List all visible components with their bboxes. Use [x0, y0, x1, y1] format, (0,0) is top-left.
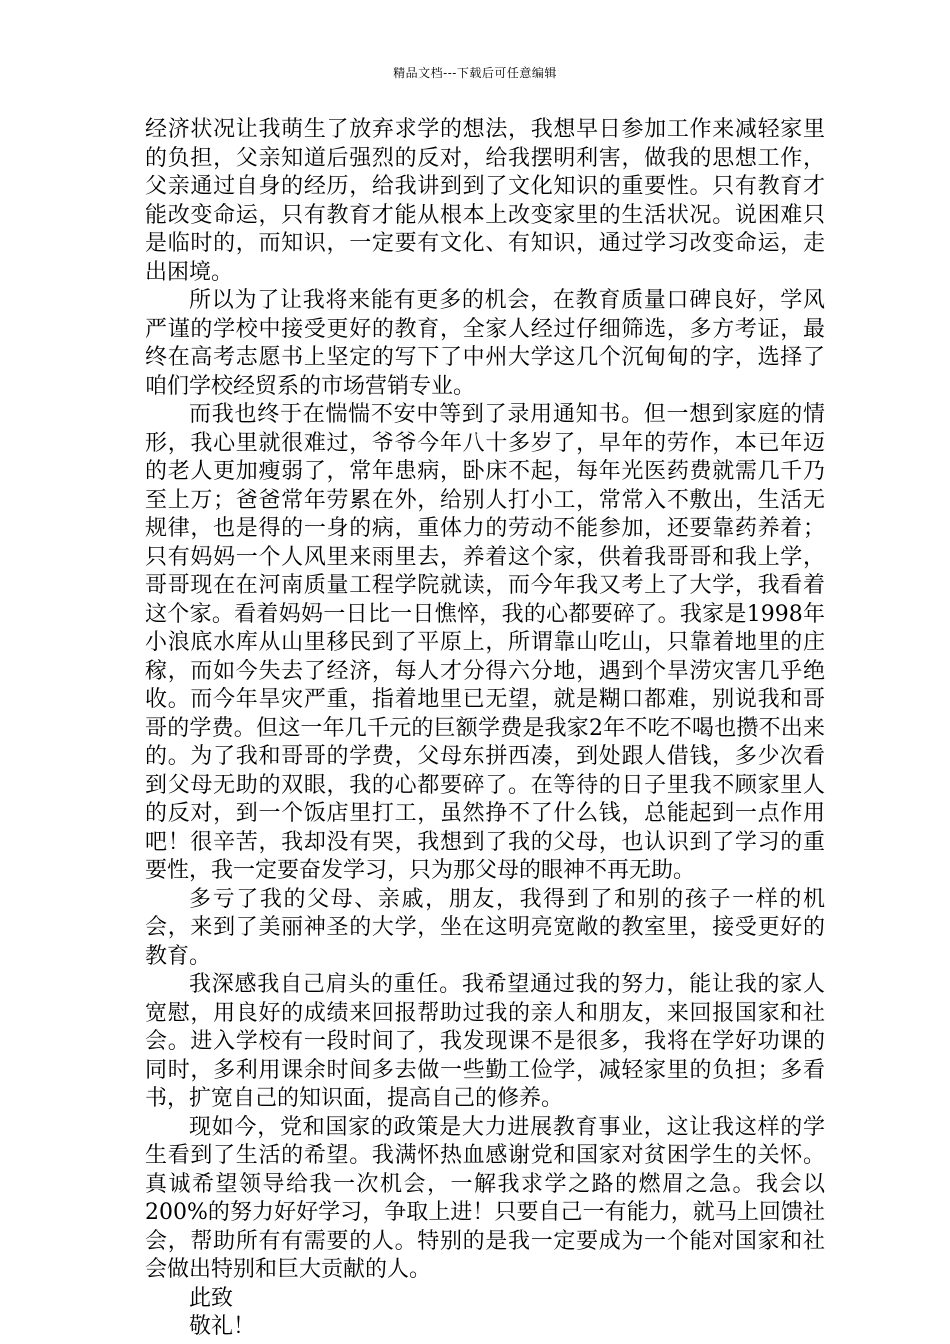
paragraph: 多亏了我的父母、亲戚，朋友，我得到了和别的孩子一样的机会，来到了美丽神圣的大学，坐在这明亮宽敞的教室里，接受更好的教育。: [145, 886, 825, 969]
closing-salutation: 此致: [189, 1285, 234, 1311]
paragraph: 而我也终于在惴惴不安中等到了录用通知书。但一想到家庭的情形，我心里就很难过，爷爷今年八十多岁了，早年的劳作，本已年迈的老人更加瘦弱了，常年患病，卧床不起，每年光医药费就需几千乃至上万；爸爸常年劳累在外，给别人打小工，常常入不敷出，生活无规律，也是得的一身的病，重体力的劳动不能参加，还要靠药养着；只有妈妈一个人风里来雨里去，养着这个家，供着我哥哥和我上学，哥哥现在在河南质量工程学院就读，而今年我又考上了大学，我看着这个家。看着妈妈一日比一日憔悴，我的心都要碎了。我家是1998年小浪底水库从山里移民到了平原上，所谓靠山吃山，只靠着地里的庄稼，而如今失去了经济，每人才分得六分地，遇到个旱涝灾害几乎绝收。而今年旱灾严重，指着地里已无望，就是糊口都难，别说我和哥哥的学费。但这一年几千元的巨额学费是我家2年不吃不喝也攒不出来的。为了我和哥哥的学费，父母东拼西凑，到处跟人借钱，多少次看到父母无助的双眼，我的心都要碎了。在等待的日子里我不顾家里人的反对，到一个饭店里打工，虽然挣不了什么钱，总能起到一点作用吧！很辛苦，我却没有哭，我想到了我的父母，也认识到了学习的重要性，我一定要奋发学习，只为那父母的眼神不再无助。: [145, 402, 825, 883]
paragraph: 我深感我自己肩头的重任。我希望通过我的努力，能让我的家人宽慰，用良好的成绩来回报帮助过我的亲人和朋友，来回报国家和社会。进入学校有一段时间了，我发现课不是很多，我将在学好功课的同时，多利用课余时间多去做一些勤工俭学，减轻家里的负担；多看书，扩宽自己的知识面，提高自己的修养。: [145, 972, 825, 1111]
closing-regards: 敬礼！: [189, 1314, 256, 1339]
document-body: [145, 116, 825, 1342]
page-header: 精品文档---下载后可任意编辑: [393, 66, 557, 80]
paragraph: 现如今，党和国家的政策是大力进展教育事业，这让我这样的学生看到了生活的希望。我满怀热血感谢党和国家对贫困学生的关怀。真诚希望领导给我一次机会，一解我求学之路的燃眉之急。我会以200%的努力好好学习，争取上进！只要自己一有能力，就马上回馈社会，帮助所有有需要的人。特别的是我一定要成为一个能对国家和社会做出特别和巨大贡献的人。: [145, 1114, 825, 1282]
paragraph-continued: 经济状况让我萌生了放弃求学的想法，我想早日参加工作来减轻家里的负担，父亲知道后强烈的反对，给我摆明利害，做我的思想工作，父亲通过自身的经历，给我讲到到了文化知识的重要性。只有教育才能改变命运，只有教育才能从根本上改变家里的生活状况。说困难只是临时的，而知识，一定要有文化、有知识，通过学习改变命运，走出困境。: [145, 117, 825, 285]
paragraph: 所以为了让我将来能有更多的机会，在教育质量口碑良好，学风严谨的学校中接受更好的教育，全家人经过仔细筛选，多方考证，最终在高考志愿书上坚定的写下了中州大学这几个沉甸甸的字，选择了咱们学校经贸系的市场营销专业。: [145, 288, 825, 399]
